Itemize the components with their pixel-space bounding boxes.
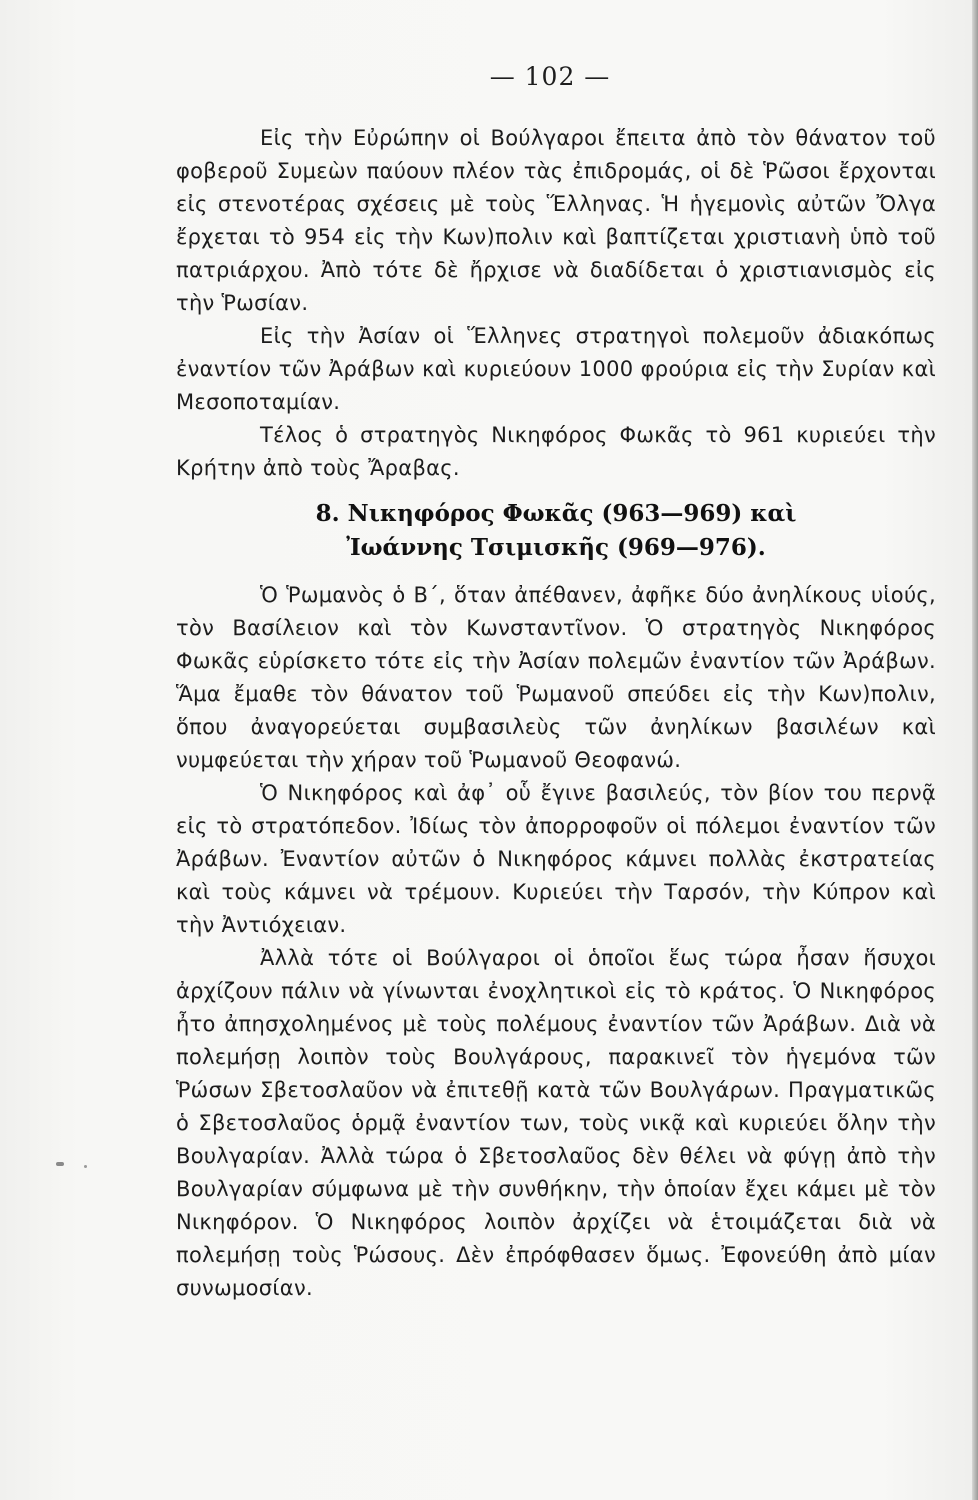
paragraph-romanos: Ὁ Ῥωμανὸς ὁ Β΄, ὅταν ἀπέθανεν, ἀφῆκε δύο ἀνηλίκους υἱούς, τὸν Βασίλειον καὶ τὸν Κωνσταντῖνον. Ὁ στρατηγὸς Νικηφόρος Φωκᾶς εὑρίσκετο τότε εἰς τὴν Ἀσίαν πολεμῶν ἐναντίον τῶν Ἀράβων. Ἅμα ἔμαθε τὸν θάνατον τοῦ Ῥωμανοῦ σπεύδει εἰς τὴν Κων)πολιν, ὅπου ἀναγορεύεται συμβασιλεὺς τῶν ἀνηλίκων βασιλέων καὶ νυμφεύεται τὴν χήραν τοῦ Ῥωμανοῦ Θεοφανώ. — [176, 583, 936, 772]
body-text — [176, 122, 936, 1305]
section-heading-line-1: 8. Νικηφόρος Φωκᾶς (963—969) καὶ — [315, 500, 797, 527]
paragraph-asia: Εἰς τὴν Ἀσίαν οἱ Ἕλληνες στρατηγοὶ πολεμοῦν ἀδιακόπως ἐναντίον τῶν Ἀράβων καὶ κυριεύουν 1000 φρούρια εἰς τὴν Συρίαν καὶ Μεσοποταμίαν. — [176, 324, 936, 414]
paragraph-crete: Τέλος ὁ στρατηγὸς Νικηφόρος Φωκᾶς τὸ 961 κυριεύει τὴν Κρήτην ἀπὸ τοὺς Ἄραβας. — [176, 423, 936, 480]
page-edge-shadow — [972, 0, 978, 1500]
page-number: — 102 — — [489, 62, 611, 91]
paragraph-bulgarians: Ἀλλὰ τότε οἱ Βούλγαροι οἱ ὁποῖοι ἕως τώρα ἦσαν ἥσυχοι ἀρχίζουν πάλιν νὰ γίνωνται ἐνοχλητικοὶ εἰς τὸ κράτος. Ὁ Νικηφόρος ἦτο ἀπησχολημένος μὲ τοὺς πολέμους ἐναντίον τῶν Ἀράβων. Διὰ νὰ πολεμήσῃ λοιπὸν τοὺς Βουλγάρους, παρακινεῖ τὸν ἡγεμόνα τῶν Ῥώσων Σβετοσλαῦον νὰ ἐπιτεθῇ κατὰ τῶν Βουλγάρων. Πραγματικῶς ὁ Σβετοσλαῦος ὁρμᾷ ἐναντίον των, τοὺς νικᾷ καὶ κυριεύει ὅλην τὴν Βουλγαρίαν. Ἀλλὰ τώρα ὁ Σβετοσλαῦος δὲν θέλει νὰ φύγῃ ἀπὸ τὴν Βουλγαρίαν σύμφωνα μὲ τὴν συνθήκην, τὴν ὁποίαν ἔχει κάμει μὲ τὸν Νικηφόρον. Ὁ Νικηφόρος λοιπὸν ἀρχίζει νὰ ἑτοιμάζεται διὰ νὰ πολεμήσῃ τοὺς Ῥώσους. Δὲν ἐπρόφθασεν ὅμως. Ἐφονεύθη ἀπὸ μίαν συνωμοσίαν. — [176, 946, 936, 1300]
paragraph-nikephoros: Ὁ Νικηφόρος καὶ ἀφ᾿ οὗ ἔγινε βασιλεύς, τὸν βίον του περνᾷ εἰς τὸ στρατόπεδον. Ἰδίως τὸν ἀπορροφοῦν οἱ πόλεμοι ἐναντίον τῶν Ἀράβων. Ἐναντίον αὐτῶν ὁ Νικηφόρος κάμνει πολλὰς ἐκστρατείας καὶ τοὺς κάμνει νὰ τρέμουν. Κυριεύει τὴν Ταρσόν, τὴν Κύπρον καὶ τὴν Ἀντιόχειαν. — [176, 781, 936, 937]
section-heading-line-2: Ἰωάννης Τσιμισκῆς (969—976). — [346, 534, 766, 561]
margin-speck — [56, 1162, 64, 1166]
margin-speck-small — [84, 1165, 87, 1168]
section-heading — [176, 497, 936, 565]
paragraph-europe: Εἰς τὴν Εὐρώπην οἱ Βούλγαροι ἔπειτα ἀπὸ τὸν θάνατον τοῦ φοβεροῦ Συμεὼν παύουν πλέον τὰς ἐπιδρομάς, οἱ δὲ Ῥῶσοι ἔρχονται εἰς στενοτέρας σχέσεις μὲ τοὺς Ἕλληνας. Ἡ ἡγεμονὶς αὐτῶν Ὄλγα ἔρχεται τὸ 954 εἰς τὴν Κων)πολιν καὶ βαπτίζεται χριστιανὴ ὑπὸ τοῦ πατριάρχου. Ἀπὸ τότε δὲ ἤρχισε νὰ διαδίδεται ὁ χριστιανισμὸς εἰς τὴν Ῥωσίαν. — [176, 126, 936, 315]
